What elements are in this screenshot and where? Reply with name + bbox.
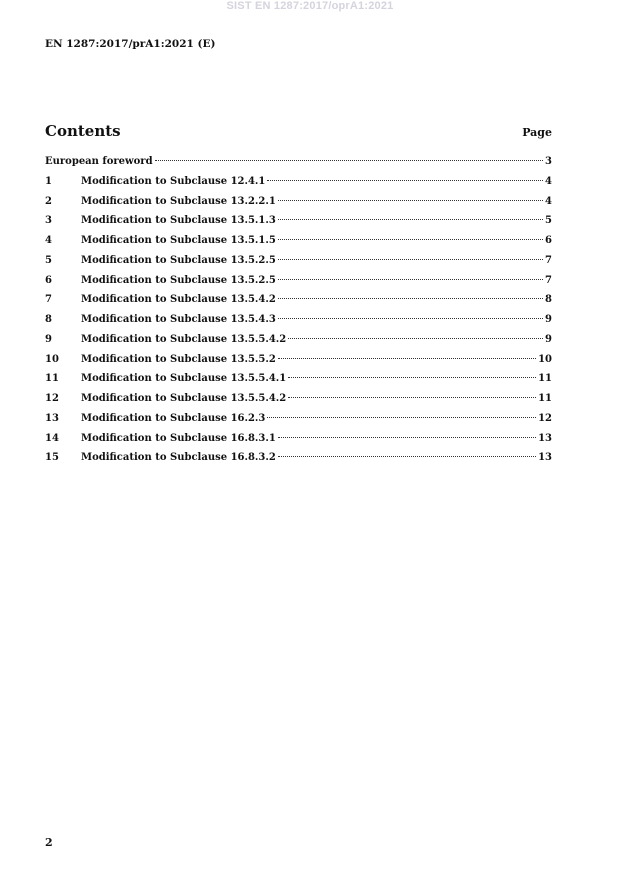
watermark-text: SIST EN 1287:2017/oprA1:2021 <box>226 0 394 12</box>
toc-entry[interactable] <box>45 413 552 433</box>
toc-entry[interactable] <box>45 196 552 216</box>
toc-entry-page: 9 <box>545 314 552 325</box>
contents-title: Contents <box>45 122 121 140</box>
toc-entry-number: 11 <box>45 373 59 385</box>
toc-dot-leader <box>278 239 543 240</box>
toc-entry-number: 7 <box>45 294 52 306</box>
toc-entry-title[interactable]: Modification to Subclause 13.5.5.4.2 <box>81 333 287 345</box>
toc-dot-leader <box>288 377 536 378</box>
toc-entry-number: 9 <box>45 333 52 345</box>
toc-dot-leader <box>278 456 536 457</box>
toc-entry[interactable] <box>45 393 552 413</box>
toc-entry-page: 5 <box>545 215 552 227</box>
toc-dot-leader <box>288 397 536 398</box>
toc-entry[interactable] <box>45 156 552 176</box>
toc-entry-title[interactable]: Modification to Subclause 13.5.4.3 <box>81 314 276 325</box>
toc-entry-title[interactable]: Modification to Subclause 13.5.2.5 <box>81 274 276 286</box>
toc-entry[interactable] <box>45 334 552 354</box>
toc-entry-page: 13 <box>538 452 552 464</box>
toc-entry[interactable] <box>45 373 552 393</box>
toc-entry-page: 4 <box>545 175 552 187</box>
toc-entry-number: 10 <box>45 353 59 365</box>
toc-dot-leader <box>155 160 543 161</box>
toc-dot-leader <box>278 437 536 438</box>
toc-entry[interactable] <box>45 176 552 196</box>
toc-entry-title[interactable]: Modification to Subclause 13.5.1.5 <box>81 235 276 246</box>
document-id: EN 1287:2017/prA1:2021 (E) <box>45 38 216 50</box>
toc-dot-leader <box>278 279 543 280</box>
toc-entry-number: 4 <box>45 235 52 246</box>
toc-dot-leader <box>278 298 543 299</box>
toc-entry-page: 10 <box>538 353 552 365</box>
toc-entry-number: 14 <box>45 432 59 444</box>
toc-entry-page: 12 <box>538 412 552 424</box>
toc-entry-title[interactable]: Modification to Subclause 13.5.4.2 <box>81 294 276 306</box>
toc-dot-leader <box>278 259 543 260</box>
toc-dot-leader <box>278 358 536 359</box>
toc-dot-leader <box>267 180 543 181</box>
toc-entry[interactable] <box>45 452 552 472</box>
toc-entry-number: 15 <box>45 452 59 464</box>
toc-entry-title[interactable]: Modification to Subclause 13.5.5.4.1 <box>81 373 287 385</box>
toc-entry-title[interactable]: Modification to Subclause 13.5.2.5 <box>81 254 276 266</box>
page-column-label: Page <box>522 126 552 139</box>
toc-entry[interactable] <box>45 235 552 255</box>
toc-dot-leader <box>278 200 543 201</box>
toc-entry-number: 5 <box>45 254 52 266</box>
toc-entry-title[interactable]: Modification to Subclause 13.5.1.3 <box>81 215 276 227</box>
toc-entry[interactable] <box>45 354 552 374</box>
page-number: 2 <box>45 836 53 849</box>
toc-entry[interactable] <box>45 215 552 235</box>
toc-entry[interactable] <box>45 314 552 334</box>
toc-entry-number: 2 <box>45 195 52 207</box>
toc-entry-title[interactable]: Modification to Subclause 13.5.5.4.2 <box>81 393 287 404</box>
toc-entry-title[interactable]: Modification to Subclause 13.2.2.1 <box>81 195 276 207</box>
toc-entry[interactable] <box>45 294 552 314</box>
toc-entry-number: 8 <box>45 314 52 325</box>
toc-entry-title[interactable]: Modification to Subclause 16.8.3.2 <box>81 452 276 464</box>
toc-entry-number: 6 <box>45 274 52 286</box>
toc-entry-page: 11 <box>538 393 552 404</box>
toc-dot-leader <box>267 417 536 418</box>
toc-dot-leader <box>278 219 543 220</box>
toc-entry-title[interactable]: Modification to Subclause 12.4.1 <box>81 175 266 187</box>
toc-entry-page: 7 <box>545 274 552 286</box>
table-of-contents <box>45 156 552 472</box>
toc-entry[interactable] <box>45 433 552 453</box>
toc-entry-page: 3 <box>545 156 552 167</box>
toc-entry-number: 13 <box>45 412 59 424</box>
toc-entry-page: 6 <box>545 235 552 246</box>
toc-entry-title[interactable]: European foreword <box>45 156 153 167</box>
toc-entry[interactable] <box>45 275 552 295</box>
toc-entry-number: 1 <box>45 175 52 187</box>
toc-dot-leader <box>288 338 543 339</box>
toc-entry[interactable] <box>45 255 552 275</box>
toc-entry-page: 7 <box>545 254 552 266</box>
toc-entry-page: 9 <box>545 333 552 345</box>
toc-entry-number: 12 <box>45 393 59 404</box>
toc-entry-page: 4 <box>545 195 552 207</box>
toc-entry-title[interactable]: Modification to Subclause 16.8.3.1 <box>81 432 276 444</box>
toc-dot-leader <box>278 318 543 319</box>
toc-entry-page: 11 <box>538 373 552 385</box>
contents-header <box>45 122 552 140</box>
toc-entry-page: 8 <box>545 294 552 306</box>
toc-entry-title[interactable]: Modification to Subclause 16.2.3 <box>81 412 266 424</box>
toc-entry-page: 13 <box>538 432 552 444</box>
toc-entry-number: 3 <box>45 215 52 227</box>
toc-entry-title[interactable]: Modification to Subclause 13.5.5.2 <box>81 353 276 365</box>
